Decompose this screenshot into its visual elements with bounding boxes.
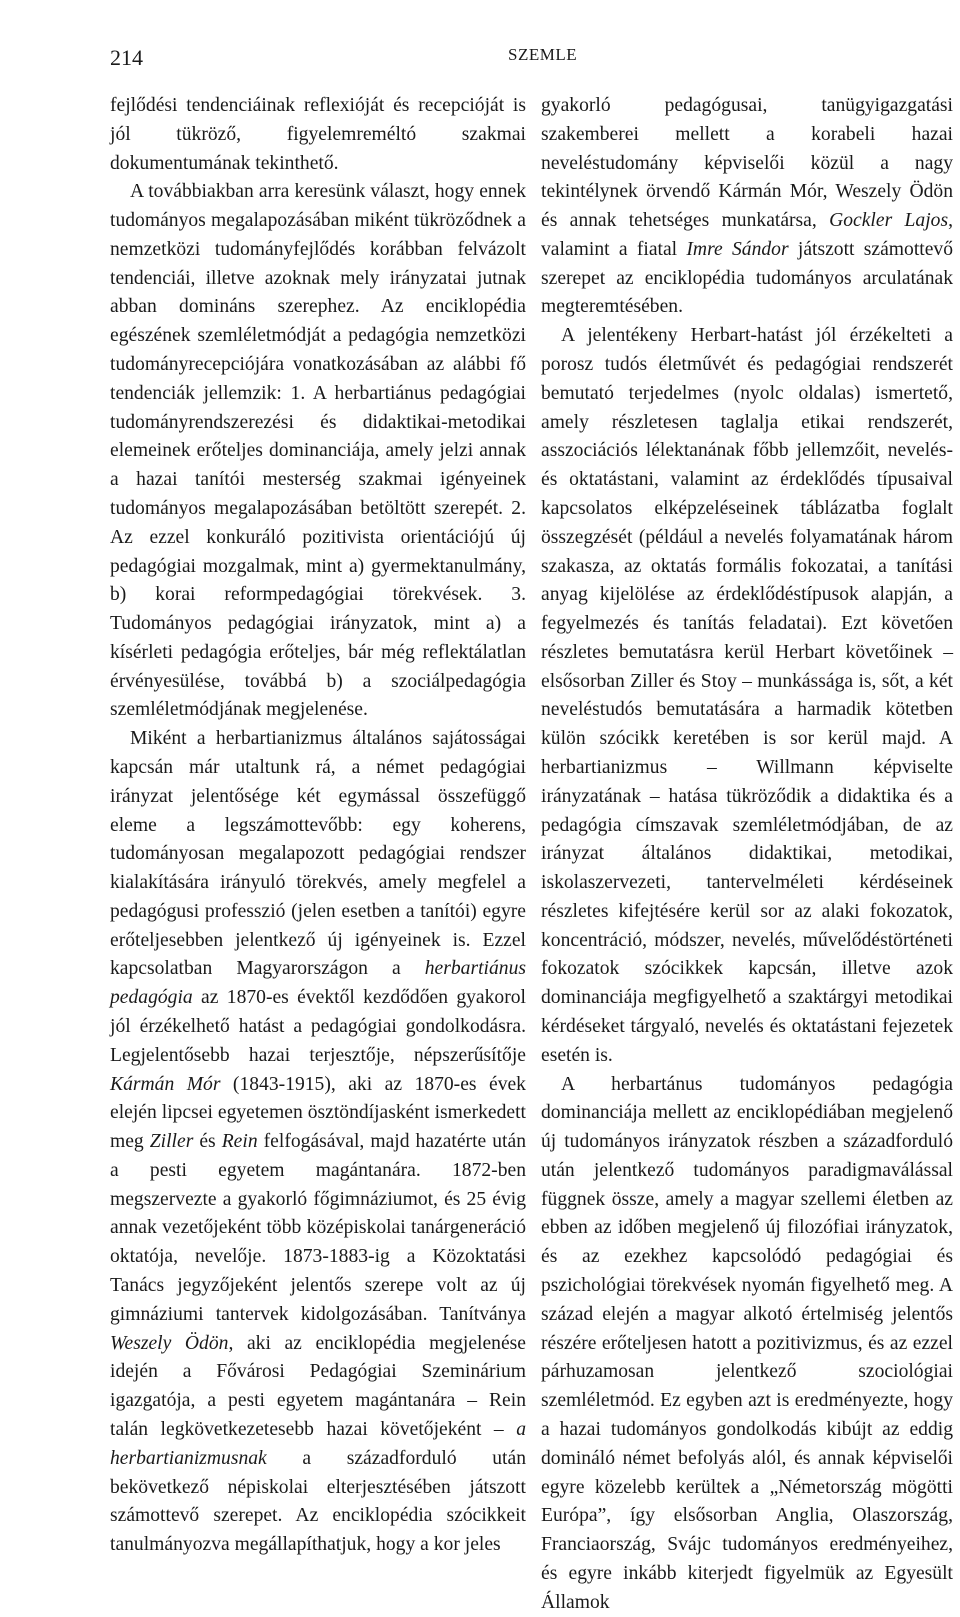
right-column-paragraph	[541, 322, 953, 1070]
paragraph-text: gyakorló pedagógusai, tanügyigazgatási szakemberei mellett a korabeli hazai neveléstudomány képviselői közül a nagy tekintélynek örvendő Kármán Mór, Weszely Ödön és annak tehetséges munkatársa,	[541, 95, 953, 232]
left-column-paragraph	[110, 178, 526, 725]
right-column-paragraph	[541, 1071, 953, 1617]
paragraph-text: a századforduló után bekövetkező népiskolai elterjesztésében játszott számottevő szerepet. Az enciklopédia szócikkeit tanulmányozva megállapíthatjuk, hogy a kor jeles	[110, 1447, 526, 1556]
page-number: 214	[110, 45, 143, 70]
left-text-column	[110, 92, 526, 1560]
paragraph-text: játszott számottevő szerepet az enciklopédia tudományos arculatának megteremtésében.	[541, 238, 954, 318]
paragraph-text: A jelentékeny Herbart-hatást jól érzékelteti a porosz tudós életművét és pedagógiai rendszerét bemutató terjedelmes (nyolc oldalas) ismertető, amely részletesen taglalja etikai rendszerét, asszociációs lélektanának főbb jellemzőit, nevelés- és oktatástani, valamint az érdeklődés típusaival kapcsolatos elképzeléseinek táblázatba foglalt összegzését (például a nevelés folyamatának három szakasza, az oktatás formális fokozatai, a tanítási anyag kijelölése az érdeklődéstípusok alapján, a fegyelmezés és tanítás feladatai). Ezt követően részletes bemutatásra kerül Herbart követőinek – elsősorban Ziller és Stoy – munkássága is, sőt, a két neveléstudós bemutatására a harmadik kötetben külön szócikk keretében is sor kerül majd. A herbartianizmus – Willmann képviselte irányzatának – hatása tükröződik a didaktika és a pedagógia címszavak szemléletmódjában, de az irányzat általános didaktikai, metodikai, iskolaszervezeti, tantervelméleti kérdéseinek részletes kifejtésére kerül sor az alaki fokozatok, koncentráció, módszer, nevelés, művelődéstörténeti fokozatok szócikkek kapcsán, illetve azok dominanciája megfigyelhető a szaktárgyi metodikai kérdéseket tárgyaló, nevelés és oktatástani fejezetek esetén is.	[541, 325, 953, 1066]
paragraph-text: , valamint a fiatal	[541, 210, 953, 260]
italic-text: a herbartianizmusnak	[110, 1418, 526, 1469]
paragraph-text: A herbartánus tudományos pedagógia dominanciája mellett az enciklopédiában megjelenő új tudományos irányzatok részben a századforduló után jelentkező tudományos paradigmaválással függnek össze, amely a magyar szellemi életben az ebben az időben megjelenő új filozófiai irányzatok, és az ezekhez kapcsolódó pedagógiai és pszichológiai törekvések nyomán figyelhető meg. A század elején a magyar alkotó értelmiség jelentős részére erőteljesen hatott a pozitivizmus, és az ezzel párhuzamosan jelentkező szociológiai szemléletmód. Ez egyben azt is eredményezte, hogy a hazai tudományos gondolkodás kibújt az eddig domináló német befolyás alól, és annak képviselői egyre közelebb kerültek a „Németország mögötti Európa”, így elsősorban Anglia, Olaszország, Franciaország, Svájc tudományos eredményeihez, és egyre inkább kiterjedt figyelmük az Egyesült Államok	[541, 1073, 953, 1613]
paragraph-text: (1843-1915), aki az 1870-es évek elején lipcsei egyetemen ösztöndíjasként ismerkedett meg	[110, 1073, 526, 1153]
right-text-column	[541, 92, 953, 1617]
left-column-paragraph	[110, 725, 526, 1560]
paragraph-text: , aki az enciklopédia megjelenése idején a Fővárosi Pedagógiai Szeminárium igazgatója, a pesti egyetem magántanára – Rein talán legkövetkezetesebb hazai követőjeként –	[110, 1332, 526, 1440]
italic-text: Weszely Ödön	[110, 1332, 229, 1354]
italic-text: Ziller	[149, 1131, 194, 1153]
paragraph-text: A továbbiakban arra keresünk választ, hogy ennek tudományos megalapozásában miként tükröződnek a nemzetközi tudományfejlődés korábban felvázolt tendenciái, illetve azoknak mely irányzatai jutnak abban domináns szerephez. Az enciklopédia egészének szemléletmódját a pedagógia nemzetközi tudományrecepciójára vonatkozásában az alábbi fő tendenciák jellemzik: 1. A herbartiánus pedagógiai tudományrendszerezési és didaktikai-metodikai elemeinek erőteljes dominanciája, amely jelzi annak a hazai tanítói mesterség szakmai igényeinek tudományos megalapozásában betöltött szerepét. 2. Az ezzel konkuráló pozitivista orientációjú új pedagógiai mozgalmak, mint a) gyermektanulmány, b) korai reformpedagógiai törekvések. 3. Tudományos pedagógiai irányzatok, mint a) a kísérleti pedagógia erőteljes, bár még reflektálatlan érvényesülése, továbbá b) a szociálpedagógia szemléletmódjának megjelenése.	[110, 181, 526, 721]
running-header: SZEMLE	[508, 45, 578, 64]
left-column-paragraph	[110, 92, 526, 178]
paragraph-text: az 1870-es évektől kezdődően gyakorol jól érzékelhető hatást a pedagógiai gondolkodásra. Legjelentősebb hazai terjesztője, népszerűsítője	[110, 987, 526, 1066]
paragraph-text: felfogásával, majd hazatérte után a pesti egyetem magántanára. 1872-ben megszervezte a gyakorló főgimnáziumot, és 25 évig annak vezetőjeként több középiskolai tanárgeneráció oktatója, nevelője. 1873-1883-ig a Közoktatási Tanács jegyzőjeként jelentős szerepe volt az új gimnáziumi tantervek kidolgozásában. Tanítványa	[110, 1131, 526, 1325]
italic-text: Gockler Lajos	[829, 210, 949, 232]
paragraph-text: és	[193, 1131, 222, 1153]
italic-text: Imre Sándor	[686, 238, 789, 260]
italic-text: herbartiánus pedagógia	[110, 958, 526, 1009]
paragraph-text: Miként a herbartianizmus általános sajátosságai kapcsán már utaltunk rá, a német pedagógiai irányzat jelentősége két egymással összefüggő eleme a legszámottevőbb: egy koherens, tudományosan megalapozott pedagógiai rendszer kialakítására irányuló törekvés, amely megfelel a pedagógusi professzió (jelen esetben a tanítói) egyre erőteljesebben jelentkező új igényeinek is. Ezzel kapcsolatban Magyarországon a	[110, 728, 526, 980]
italic-text: Rein	[221, 1131, 258, 1153]
right-column-paragraph	[541, 92, 953, 322]
italic-text: Kármán Mór	[110, 1073, 221, 1095]
paragraph-text: fejlődési tendenciáinak reflexióját és recepcióját is jól tükröző, figyelemreméltó szakmai dokumentumának tekinthető.	[110, 95, 526, 174]
